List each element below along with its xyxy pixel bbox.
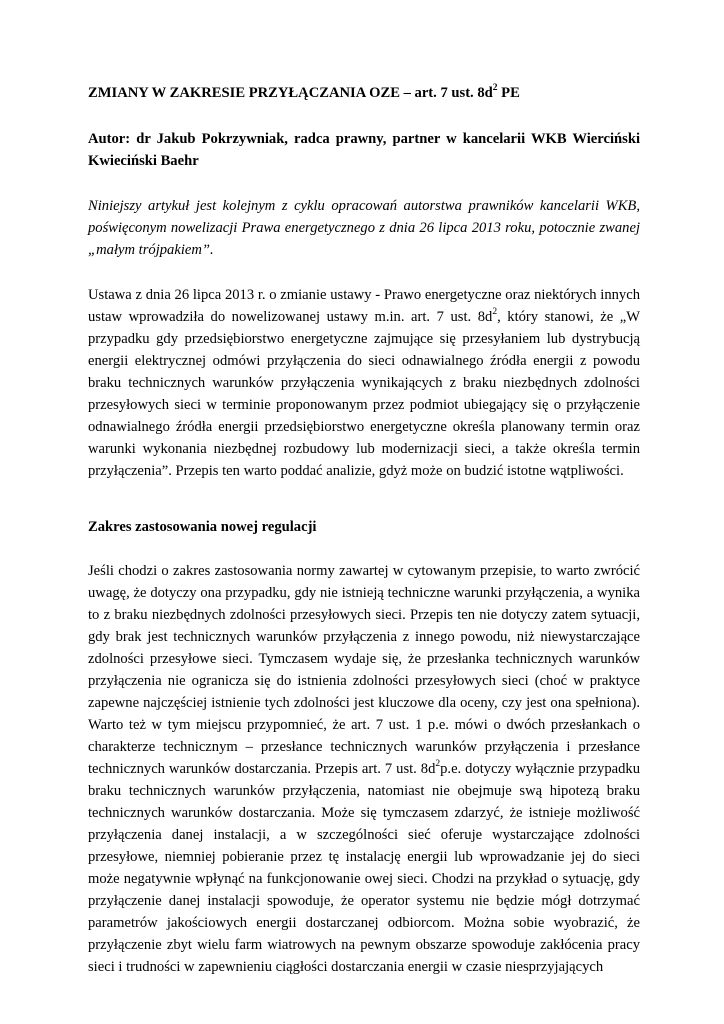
- title-suffix: PE: [497, 85, 520, 101]
- paragraph-2-superscript: 2: [435, 759, 441, 770]
- paragraph-2-text-b: p.e. dotyczy wyłącznie przypadku braku technicznych warunków przyłączenia, natomiast nie obejmuje swą hipotezą braku technicznych warunków dostarczania. Może się tymczasem zdarzyć, że istnieje możliwość przyłączenia danej instalacji, a w szczególności sieć oferuje wystarczające zdolności przesyłowe, niemniej pobieranie przez tę instalację energii lub wprowadzanie jej do sieci może negatywnie wpłynąć na funkcjonowanie owej sieci. Chodzi na przykład o sytuację, gdy przyłączenie danej instalacji spowoduje, że operator systemu nie będzie mógł dotrzymać parametrów jakościowych energii dostarczanej odbiorcom. Można sobie wyobrazić, że przyłączenie zbyt wielu farm wiatrowych na pewnym obszarze spowoduje zakłócenia pracy sieci i trudności w zapewnieniu ciągłości dostarczania energii w czasie niesprzyjających: [88, 761, 640, 975]
- author-line: Autor: dr Jakub Pokrzywniak, radca prawny, partner w kancelarii WKB Wierciński Kwieciński Baehr: [88, 131, 640, 169]
- paragraph-1-superscript: 2: [492, 307, 498, 318]
- body-paragraph-1: [88, 284, 640, 482]
- section-heading: Zakres zastosowania nowej regulacji: [88, 519, 317, 535]
- paragraph-2-text-a: Jeśli chodzi o zakres zastosowania normy zawartej w cytowanym przepisie, to warto zwrócić uwagę, że dotyczy ona przypadku, gdy nie istnieją techniczne warunki przyłączenia, a wynika to z braku niezbędnych zdolności przesyłowych sieci. Przepis ten nie dotyczy zatem sytuacji, gdy brak jest technicznych warunków przyłączenia z innego powodu, niż niewystarczające zdolności przesyłowe sieci. Tymczasem wydaje się, że przesłanka technicznych warunków przyłączenia nie ogranicza się do istnienia zdolności przesyłowych sieci (choć w praktyce zapewne najczęściej istnienie tych zdolności jest kluczowe dla oceny, czy jest ona spełniona). Warto też w tym miejscu przypomnieć, że art. 7 ust. 1 p.e. mówi o dwóch przesłankach o charakterze technicznym – przesłance technicznych warunków przyłączenia i przesłance technicznych warunków dostarczania. Przepis art. 7 ust. 8d: [88, 563, 640, 777]
- document-page: [88, 82, 640, 978]
- document-title: [88, 82, 640, 104]
- intro-paragraph: Niniejszy artykuł jest kolejnym z cyklu opracowań autorstwa prawników kancelarii WKB, poświęconym nowelizacji Prawa energetycznego z dnia 26 lipca 2013 roku, potocznie zwanej „małym trójpakiem”.: [88, 198, 640, 258]
- body-paragraph-2: [88, 560, 640, 978]
- paragraph-1-text-a: Ustawa z dnia 26 lipca 2013 r. o zmianie ustawy - Prawo energetyczne oraz niektórych innych ustaw wprowadziła do nowelizowanej ustawy m.in. art. 7 ust. 8d: [88, 287, 640, 325]
- title-superscript: 2: [492, 83, 498, 94]
- title-text: ZMIANY W ZAKRESIE PRZYŁĄCZANIA OZE – art. 7 ust. 8d: [88, 85, 493, 101]
- paragraph-1-text-b: , który stanowi, że „W przypadku gdy przedsiębiorstwo energetyczne zajmujące się przesyłaniem lub dystrybucją energii elektrycznej odmówi przyłączenia do sieci odnawialnego źródła energii z powodu braku technicznych warunków przyłączenia wynikających z braku niezbędnych zdolności przesyłowych sieci w terminie proponowanym przez podmiot ubiegający się o przyłączenie odnawialnego źródła energii przedsiębiorstwo energetyczne określa planowany termin oraz warunki wykonania niezbędnej rozbudowy lub modernizacji sieci, a także określa termin przyłączenia”. Przepis ten warto poddać analizie, gdyż może on budzić istotne wątpliwości.: [88, 309, 640, 479]
